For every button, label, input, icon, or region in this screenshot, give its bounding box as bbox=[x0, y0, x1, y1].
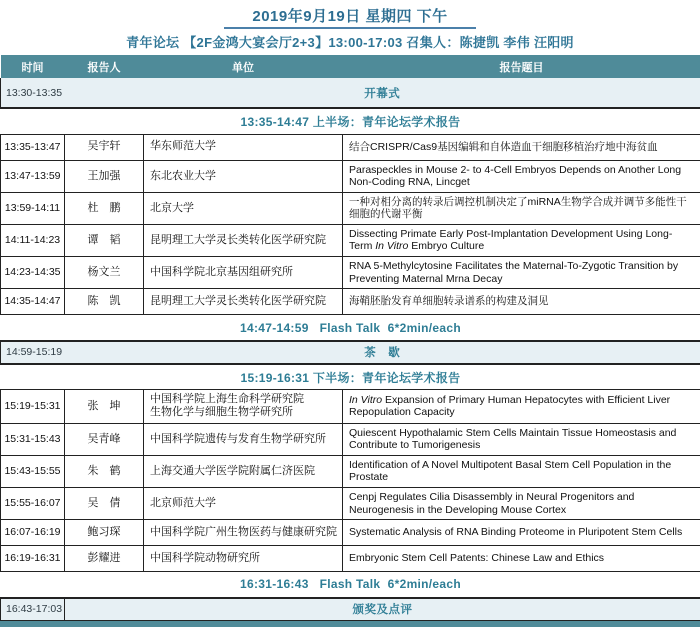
talk-speaker: 杜 鹏 bbox=[65, 192, 144, 224]
column-header-org: 单位 bbox=[144, 55, 343, 78]
talk-row bbox=[1, 488, 700, 520]
talk-row bbox=[1, 134, 700, 160]
band-label: 茶 歇 bbox=[65, 341, 700, 364]
talk-speaker: 彭耀进 bbox=[65, 546, 144, 572]
talk-title: Cenpj Regulates Cilia Disassembly in Neural Progenitors and Neurogenesis in the Developing Mouse Cortex bbox=[343, 488, 700, 520]
talk-title: 海鞘胚胎发育单细胞转录谱系的构建及洞见 bbox=[343, 289, 700, 315]
talk-org: 昆明理工大学灵长类转化医学研究院 bbox=[144, 289, 343, 315]
talk-title: Dissecting Primate Early Post-Implantation Development Using Long- Term In Vitro Embryo Culture bbox=[343, 224, 700, 256]
band-row bbox=[1, 598, 700, 621]
talk-time: 13:59-14:11 bbox=[1, 192, 65, 224]
section-label: 14:47-14:59 Flash Talk 6*2min/each bbox=[1, 315, 700, 341]
talk-title: Systematic Analysis of RNA Binding Proteome in Pluripotent Stem Cells bbox=[343, 520, 700, 546]
talk-speaker: 吴宇轩 bbox=[65, 134, 144, 160]
band-time: 14:59-15:19 bbox=[1, 341, 65, 364]
talk-org: 中国科学院广州生物医药与健康研究院 bbox=[144, 520, 343, 546]
talk-org: 上海交通大学医学院附属仁济医院 bbox=[144, 455, 343, 487]
page-title-date: 2019年9月19日 星期四 下午 bbox=[224, 5, 475, 29]
talk-org: 中国科学院遗传与发育生物学研究所 bbox=[144, 423, 343, 455]
talk-speaker: 陈 凯 bbox=[65, 289, 144, 315]
talk-title: In Vitro Expansion of Primary Human Hepatocytes with Efficient Liver Repopulation Capacity bbox=[343, 390, 700, 423]
band-time: 13:30-13:35 bbox=[1, 78, 65, 108]
talk-speaker: 鲍习琛 bbox=[65, 520, 144, 546]
program-header bbox=[0, 0, 700, 51]
talk-time: 13:47-13:59 bbox=[1, 160, 65, 192]
talk-title: Identification of A Novel Multipotent Basal Stem Cell Population in the Prostate bbox=[343, 455, 700, 487]
footer-teal-bar bbox=[0, 621, 700, 627]
talk-row bbox=[1, 289, 700, 315]
schedule-table-head bbox=[1, 55, 700, 78]
band-time: 16:43-17:03 bbox=[1, 598, 65, 621]
section-row bbox=[1, 315, 700, 341]
talk-time: 15:31-15:43 bbox=[1, 423, 65, 455]
talk-speaker: 吴 倩 bbox=[65, 488, 144, 520]
band-label: 颁奖及点评 bbox=[65, 598, 700, 621]
talk-title: 结合CRISPR/Cas9基因编辑和自体造血干细胞移植治疗地中海贫血 bbox=[343, 134, 700, 160]
talk-row bbox=[1, 423, 700, 455]
talk-time: 16:19-16:31 bbox=[1, 546, 65, 572]
talk-speaker: 张 坤 bbox=[65, 390, 144, 423]
talk-row bbox=[1, 455, 700, 487]
column-header-row bbox=[1, 55, 700, 78]
column-header-speaker: 报告人 bbox=[65, 55, 144, 78]
talk-row bbox=[1, 192, 700, 224]
talk-speaker: 吴青峰 bbox=[65, 423, 144, 455]
talk-speaker: 谭 韬 bbox=[65, 224, 144, 256]
talk-org: 东北农业大学 bbox=[144, 160, 343, 192]
talk-speaker: 杨文兰 bbox=[65, 257, 144, 289]
talk-row bbox=[1, 224, 700, 256]
talk-org: 北京大学 bbox=[144, 192, 343, 224]
talk-org: 中国科学院动物研究所 bbox=[144, 546, 343, 572]
talk-speaker: 王加强 bbox=[65, 160, 144, 192]
talk-org: 华东师范大学 bbox=[144, 134, 343, 160]
talk-time: 14:11-14:23 bbox=[1, 224, 65, 256]
band-row bbox=[1, 78, 700, 108]
band-label: 开幕式 bbox=[65, 78, 700, 108]
talk-title: Paraspeckles in Mouse 2- to 4-Cell Embryos Depends on Another Long Non-Coding RNA, Lincget bbox=[343, 160, 700, 192]
talk-row bbox=[1, 390, 700, 423]
column-header-title: 报告题目 bbox=[343, 55, 700, 78]
talk-time: 15:19-15:31 bbox=[1, 390, 65, 423]
talk-title: Embryonic Stem Cell Patents: Chinese Law and Ethics bbox=[343, 546, 700, 572]
talk-org: 北京师范大学 bbox=[144, 488, 343, 520]
talk-row bbox=[1, 160, 700, 192]
section-row bbox=[1, 572, 700, 598]
talk-row bbox=[1, 257, 700, 289]
talk-time: 14:35-14:47 bbox=[1, 289, 65, 315]
talk-row bbox=[1, 520, 700, 546]
talk-time: 15:55-16:07 bbox=[1, 488, 65, 520]
talk-title: Quiescent Hypothalamic Stem Cells Maintain Tissue Homeostasis and Contribute to Tumorigenesis bbox=[343, 423, 700, 455]
section-row bbox=[1, 108, 700, 134]
schedule-body bbox=[1, 78, 700, 621]
talk-speaker: 朱 鹤 bbox=[65, 455, 144, 487]
talk-org: 中国科学院上海生命科学研究院 生物化学与细胞生物学研究所 bbox=[144, 390, 343, 423]
column-header-time: 时间 bbox=[1, 55, 65, 78]
talk-time: 13:35-13:47 bbox=[1, 134, 65, 160]
talk-title: 一种对相分离的转录后调控机制决定了miRNA生物学合成并调节多能性干细胞的代谢平衡 bbox=[343, 192, 700, 224]
section-row bbox=[1, 364, 700, 390]
band-row bbox=[1, 341, 700, 364]
talk-time: 16:07-16:19 bbox=[1, 520, 65, 546]
section-label: 13:35-14:47 上半场：青年论坛学术报告 bbox=[1, 108, 700, 134]
talk-org: 昆明理工大学灵长类转化医学研究院 bbox=[144, 224, 343, 256]
schedule-table bbox=[0, 55, 700, 621]
section-label: 16:31-16:43 Flash Talk 6*2min/each bbox=[1, 572, 700, 598]
talk-title: RNA 5-Methylcytosine Facilitates the Maternal-To-Zygotic Transition by Preventing Maternal Mrna Decay bbox=[343, 257, 700, 289]
talk-row bbox=[1, 546, 700, 572]
talk-time: 14:23-14:35 bbox=[1, 257, 65, 289]
talk-time: 15:43-15:55 bbox=[1, 455, 65, 487]
section-label: 15:19-16:31 下半场：青年论坛学术报告 bbox=[1, 364, 700, 390]
page-title-session: 青年论坛 【2F金鸿大宴会厅2+3】13:00-17:03 召集人：陈捷凯 李伟 汪阳明 bbox=[126, 35, 574, 50]
talk-org: 中国科学院北京基因组研究所 bbox=[144, 257, 343, 289]
